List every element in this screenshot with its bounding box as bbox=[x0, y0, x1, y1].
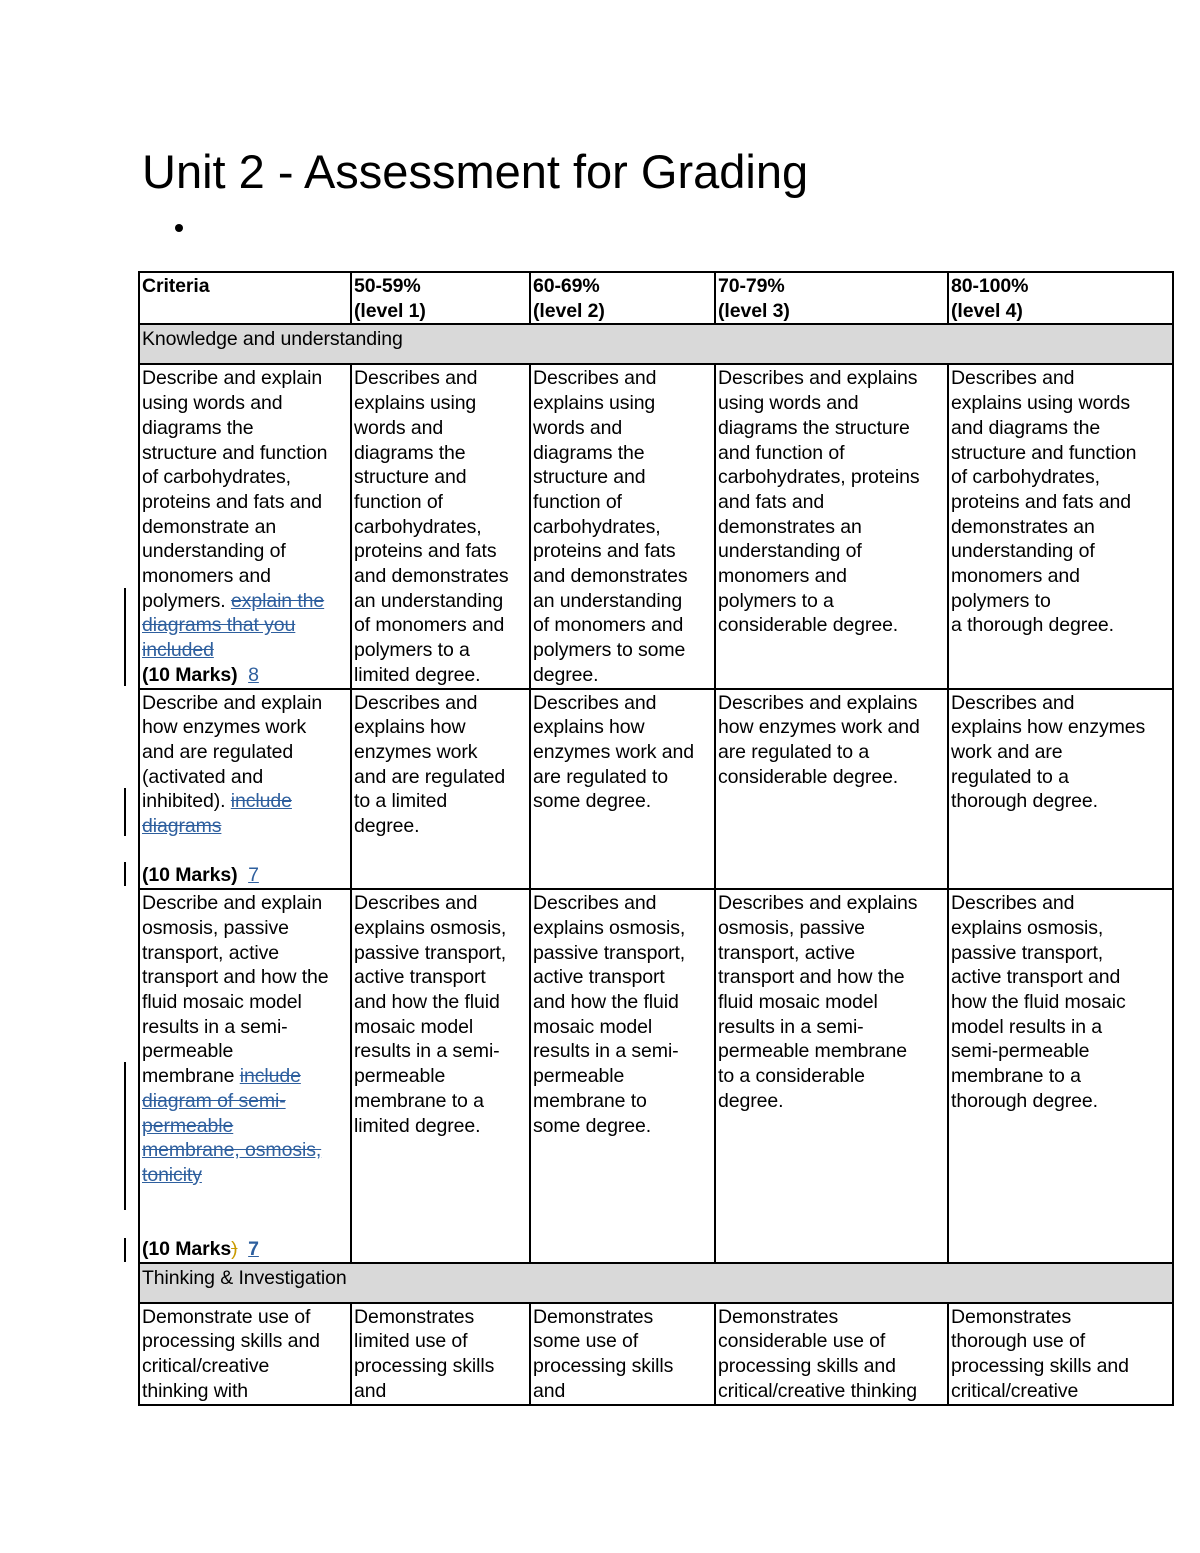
table-row bbox=[139, 689, 1173, 890]
table-row bbox=[139, 889, 1173, 1263]
criteria-cell: Demonstrate use of processing skills and critical/creative thinking with bbox=[139, 1303, 351, 1405]
marks-label: (10 Marks) bbox=[142, 663, 238, 686]
page-title: Unit 2 - Assessment for Grading bbox=[142, 145, 809, 198]
level-cell: Describes and explains using words and diagrams the structure and function of carbohydrates, proteins and fats and demonstrates an understanding of monomers and polymers to a limited degree. bbox=[351, 364, 530, 688]
header-row bbox=[139, 272, 1173, 324]
change-bar bbox=[124, 588, 126, 686]
deleted-bracket: ) bbox=[231, 1238, 238, 1261]
level-cell: Describes and explains using words and diagrams the structure and function of carbohydrates, proteins and fats and demonstrates an understanding of monomers and polymers to a considerable degree. bbox=[715, 364, 948, 688]
section-title: Thinking & Investigation bbox=[139, 1263, 1173, 1303]
header-level-2: 60-69% (level 2) bbox=[530, 272, 715, 324]
level-cell: Describes and explains how enzymes work and are regulated to a thorough degree. bbox=[948, 689, 1173, 890]
level-cell: Describes and explains how enzymes work and are regulated to a considerable degree. bbox=[715, 689, 948, 890]
level-cell: Demonstrates considerable use of processing skills and critical/creative thinking bbox=[715, 1303, 948, 1405]
table-row bbox=[139, 1303, 1173, 1405]
level-cell: Demonstrates limited use of processing skills and bbox=[351, 1303, 530, 1405]
teacher-comment: include diagram of semi- permeable membrane, osmosis, tonicity bbox=[142, 1065, 322, 1186]
change-bar bbox=[124, 788, 126, 836]
criteria-text: Describe and explain using words and diagrams the structure and function of carbohydrates, proteins and fats and demonstrate an understanding of monomers and polymers. bbox=[142, 367, 328, 612]
section-row-knowledge bbox=[139, 324, 1173, 364]
bullet-point bbox=[175, 224, 183, 232]
header-level-4: 80-100% (level 4) bbox=[948, 272, 1173, 324]
level-cell: Describes and explains osmosis, passive transport, active transport and how the fluid mosaic model results in a semi- permeable membrane to a limited degree. bbox=[351, 889, 530, 1263]
change-bar bbox=[124, 1238, 126, 1262]
change-bar bbox=[124, 862, 126, 886]
level-cell: Describes and explains osmosis, passive transport, active transport and how the fluid mosaic model results in a semi- permeable membrane to some degree. bbox=[530, 889, 715, 1263]
score-mark: 7 bbox=[248, 864, 259, 887]
level-cell: Demonstrates some use of processing skills and bbox=[530, 1303, 715, 1405]
header-criteria: Criteria bbox=[139, 272, 351, 324]
level-cell: Describes and explains how enzymes work and are regulated to some degree. bbox=[530, 689, 715, 890]
level-cell: Describes and explains osmosis, passive transport, active transport and how the fluid mosaic model results in a semi- permeable membrane to a considerable degree. bbox=[715, 889, 948, 1263]
marks-label: (10 Marks bbox=[142, 1238, 232, 1261]
teacher-comment: explain the diagrams that you included bbox=[142, 589, 325, 662]
criteria-text: Describe and explain osmosis, passive transport, active transport and how the fluid mosaic model results in a semi- permeable membrane bbox=[142, 892, 329, 1088]
level-cell: Demonstrates thorough use of processing skills and critical/creative bbox=[948, 1303, 1173, 1405]
criteria-cell bbox=[139, 889, 351, 1263]
marks-label: (10 Marks) bbox=[142, 864, 238, 887]
criteria-text: Describe and explain how enzymes work and are regulated (activated and inhibited). bbox=[142, 691, 323, 813]
teacher-comment: include diagrams bbox=[142, 790, 292, 838]
level-cell: Describes and explains using words and diagrams the structure and function of carbohydrates, proteins and fats and demonstrates an understanding of monomers and polymers to a thorough degree. bbox=[948, 364, 1173, 688]
criteria-cell bbox=[139, 364, 351, 688]
score-mark: 8 bbox=[248, 663, 259, 686]
level-cell: Describes and explains osmosis, passive transport, active transport and how the fluid mosaic model results in a semi-permeable membrane to a thorough degree. bbox=[948, 889, 1173, 1263]
header-level-1: 50-59% (level 1) bbox=[351, 272, 530, 324]
rubric-table bbox=[138, 271, 1174, 1406]
level-cell: Describes and explains how enzymes work and are regulated to a limited degree. bbox=[351, 689, 530, 890]
section-title: Knowledge and understanding bbox=[139, 324, 1173, 364]
header-level-3: 70-79% (level 3) bbox=[715, 272, 948, 324]
section-row-thinking bbox=[139, 1263, 1173, 1303]
change-bar bbox=[124, 1062, 126, 1210]
level-cell: Describes and explains using words and diagrams the structure and function of carbohydrates, proteins and fats and demonstrates an understanding of monomers and polymers to some degree. bbox=[530, 364, 715, 688]
table-row bbox=[139, 364, 1173, 688]
score-mark: 7 bbox=[248, 1238, 259, 1261]
criteria-cell bbox=[139, 689, 351, 890]
